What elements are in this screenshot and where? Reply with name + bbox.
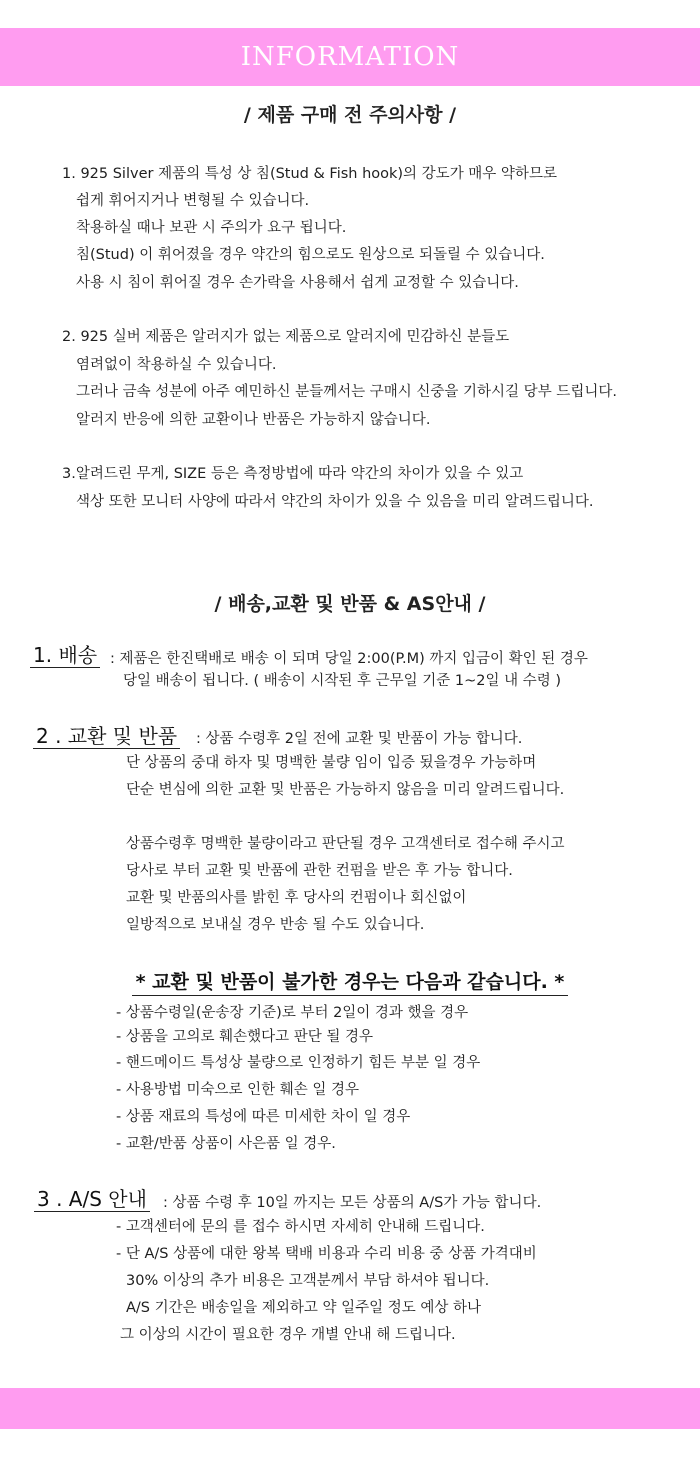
precaution-line: 2. 925 실버 제품은 알러지가 없는 제품으로 알러지에 민감하신 분들도 [62,329,510,345]
non-refundable-item: - 교환/반품 상품이 사은품 일 경우. [116,1136,336,1152]
non-refundable-item: - 사용방법 미숙으로 인한 훼손 일 경우 [116,1082,359,1098]
exchange-title: 2 . 교환 및 반품 [33,724,180,749]
shipping-title: 1. 배송 [30,643,100,668]
precaution-line: 3.알려드린 무게, SIZE 등은 측정방법에 따라 약간의 차이가 있을 수 있고 [62,466,524,482]
precaution-line: 쉽게 휘어지거나 변형될 수 있습니다. [76,193,310,209]
exchange-line: 일방적으로 보내실 경우 반송 될 수도 있습니다. [126,917,425,933]
precaution-line: 그러나 금속 성분에 아주 예민하신 분들께서는 구매시 신중을 기하시길 당부 드립니다. [76,384,617,400]
as-line: - 단 A/S 상품에 대한 왕복 택배 비용과 수리 비용 중 상품 가격대비 [116,1246,537,1262]
as-line: 그 이상의 시간이 필요한 경우 개별 안내 해 드립니다. [120,1327,456,1343]
information-banner [0,28,700,86]
exchange-line: 단순 변심에 의한 교환 및 반품은 가능하지 않음을 미리 알려드립니다. [126,782,565,798]
exchange-line: : 상품 수령후 2일 전에 교환 및 반품이 가능 합니다. [196,731,523,747]
precaution-line: 색상 또한 모니터 사양에 따라서 약간의 차이가 있을 수 있음을 미리 알려드립니다. [76,494,594,510]
precaution-line: 사용 시 침이 휘어질 경우 손가락을 사용해서 쉽게 교정할 수 있습니다. [76,275,519,291]
as-line: 30% 이상의 추가 비용은 고객분께서 부담 하셔야 됩니다. [126,1273,490,1289]
precaution-line: 착용하실 때나 보관 시 주의가 요구 됩니다. [76,220,347,236]
non-refundable-notice [0,967,700,994]
non-refundable-item: - 상품수령일(운송장 기준)로 부터 2일이 경과 했을 경우 [116,1005,469,1021]
as-line: A/S 기간은 배송일을 제외하고 약 일주일 정도 예상 하나 [126,1300,482,1316]
exchange-line: 상품수령후 명백한 불량이라고 판단될 경우 고객센터로 접수해 주시고 [126,836,565,852]
exchange-line: 단 상품의 중대 하자 및 명백한 불량 임이 입증 됬을경우 가능하며 [126,755,537,771]
precautions-heading: / 제품 구매 전 주의사항 / [243,104,457,126]
footer-bar [0,1388,700,1429]
exchange-line: 교환 및 반품의사를 밝힌 후 당사의 컨펌이나 회신없이 [126,890,467,906]
non-refundable-item: - 상품 재료의 특성에 따른 미세한 차이 일 경우 [116,1109,411,1125]
as-line: : 상품 수령 후 10일 까지는 모든 상품의 A/S가 가능 합니다. [163,1195,542,1211]
shipping-line: : 제품은 한진택배로 배송 이 되며 당일 2:00(P.M) 까지 입금이 확인 된 경우 [110,651,588,667]
banner-title: INFORMATION [240,42,460,72]
non-refundable-title: * 교환 및 반품이 불가한 경우는 다음과 같습니다. * [132,971,569,996]
precaution-line: 침(Stud) 이 휘어졌을 경우 약간의 힘으로도 원상으로 되돌릴 수 있습니다. [76,247,545,263]
exchange-line: 당사로 부터 교환 및 반품에 관한 컨펌을 받은 후 가능 합니다. [126,863,513,879]
shipping-exchange-heading: / 배송,교환 및 반품 & AS안내 / [214,593,486,615]
non-refundable-item: - 상품을 고의로 훼손했다고 판단 될 경우 [116,1029,373,1045]
shipping-line: 당일 배송이 됩니다. ( 배송이 시작된 후 근무일 기준 1~2일 내 수령 ) [123,673,561,689]
precaution-line: 염려없이 착용하실 수 있습니다. [76,357,277,373]
non-refundable-item: - 핸드메이드 특성상 불량으로 인정하기 힘든 부분 일 경우 [116,1055,481,1071]
as-title: 3 . A/S 안내 [34,1187,150,1212]
precaution-line: 알러지 반응에 의한 교환이나 반품은 가능하지 않습니다. [76,412,431,428]
precaution-line: 1. 925 Silver 제품의 특성 상 침(Stud & Fish hook)의 강도가 매우 약하므로 [62,166,557,182]
as-line: - 고객센터에 문의 를 접수 하시면 자세히 안내해 드립니다. [116,1219,485,1235]
